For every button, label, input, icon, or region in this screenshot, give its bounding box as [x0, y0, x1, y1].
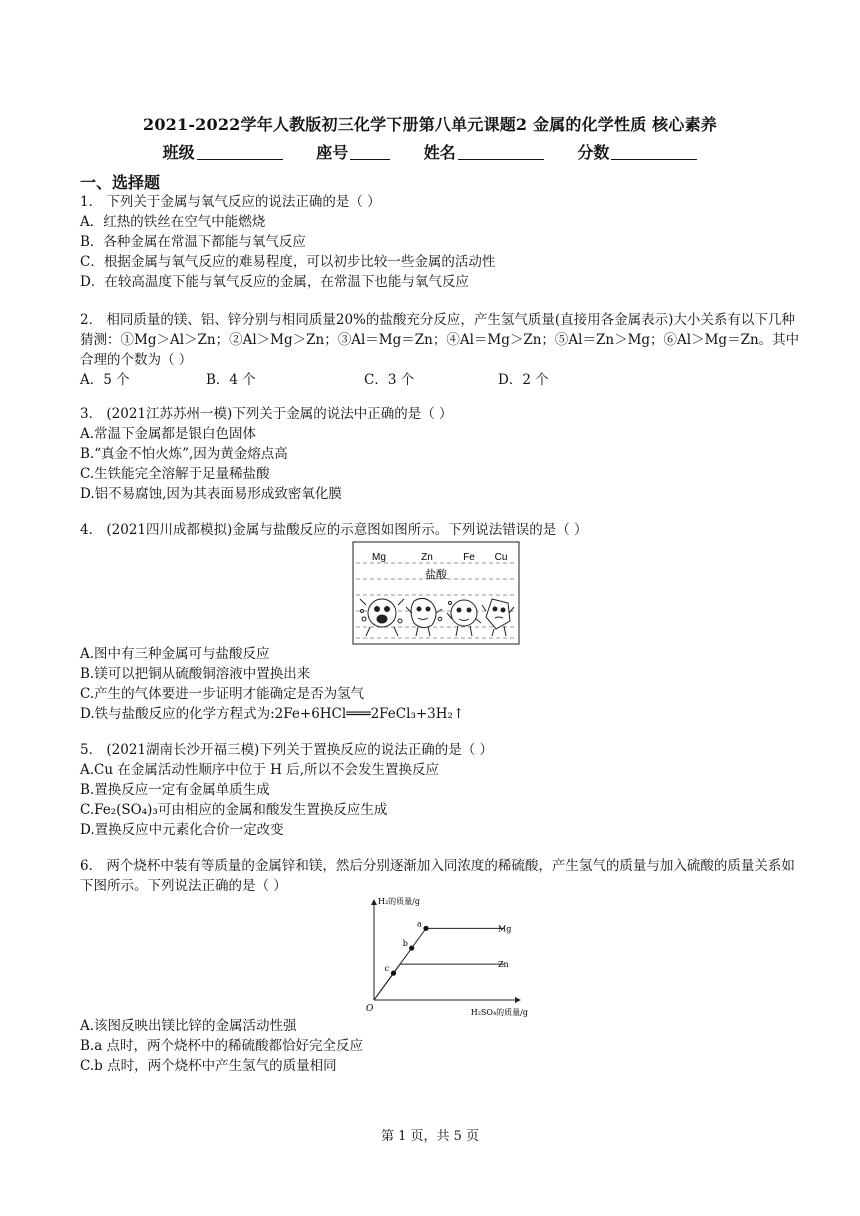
option-c: C.产生的气体要进一步证明才能确定是否为氢气	[80, 686, 365, 702]
question-6-options	[80, 1016, 800, 1076]
option-a: A.常温下金属都是银白色固体	[80, 426, 257, 442]
metal-acid-figure	[352, 541, 520, 645]
point-c	[391, 971, 396, 976]
page-footer: 第 1 页，共 5 页	[380, 1129, 480, 1144]
point-a	[423, 926, 428, 931]
option-a: A．5 个	[80, 372, 130, 388]
points-layer	[385, 919, 429, 975]
question-4-options	[80, 644, 800, 724]
option-b: B．4 个	[206, 372, 256, 388]
name-field: 姓名	[424, 140, 544, 163]
option-b: B.“真金不怕火炼”,因为黄金熔点高	[80, 446, 288, 462]
option-a: A.图中有三种金属可与盐酸反应	[80, 646, 270, 662]
option-b: B.a 点时，两个烧杯中的稀硫酸都恰好完全反应	[80, 1038, 364, 1054]
option-d: D．在较高温度下能与氧气反应的金属，在常温下也能与氧气反应	[80, 274, 469, 290]
point-b	[409, 945, 414, 950]
point-label-b: b	[402, 939, 408, 949]
metal-label-zn: Zn	[421, 552, 433, 563]
point-label-c: c	[384, 964, 389, 974]
question-stem: 4． (2021四川成都模拟)金属与盐酸反应的示意图如图所示。下列说法错误的是（ ）	[80, 522, 588, 538]
series-label-mg: Mg	[498, 924, 512, 934]
x-axis-label: H₂SO₄的质量/g	[470, 1008, 528, 1017]
question-2	[80, 310, 800, 390]
name-blank[interactable]	[458, 145, 544, 160]
metal-label-mg: Mg	[372, 552, 386, 563]
option-b: B.置换反应一定有金属单质生成	[80, 782, 270, 798]
hydrogen-mass-chart	[360, 894, 530, 1018]
class-blank[interactable]	[197, 145, 283, 160]
question-3	[80, 404, 800, 504]
student-info-line	[0, 140, 860, 163]
option-b: B．各种金属在常温下都能与氧气反应	[80, 234, 306, 250]
chart-svg	[360, 894, 530, 1018]
metal-label-fe: Fe	[463, 552, 475, 563]
y-axis-label: H₂的质量/g	[378, 897, 420, 906]
option-c: C．3 个	[364, 372, 415, 388]
seat-field: 座号	[316, 140, 390, 163]
score-field: 分数	[577, 140, 697, 163]
options-row	[80, 370, 800, 390]
option-c: C.b 点时，两个烧杯中产生氢气的质量相同	[80, 1058, 337, 1074]
option-d: D.铁与盐酸反应的化学方程式为:2Fe+6HCl═══2FeCl₃+3H₂↑	[80, 706, 465, 722]
option-c: C．根据金属与氧气反应的难易程度，可以初步比较一些金属的活动性	[80, 254, 496, 270]
series-label-zn: Zn	[498, 960, 509, 970]
question-4	[80, 520, 800, 540]
option-c: C.生铁能完全溶解于足量稀盐酸	[80, 466, 270, 482]
origin-label: O	[366, 1004, 374, 1014]
question-stem: 3． (2021江苏苏州一模)下列关于金属的说法中正确的是（ ）	[80, 406, 453, 422]
option-d: D.铝不易腐蚀,因为其表面易形成致密氧化膜	[80, 486, 342, 502]
question-6	[80, 856, 800, 896]
series-layer	[374, 924, 511, 1000]
option-d: D.置换反应中元素化合价一定改变	[80, 822, 284, 838]
question-stem: 2． 相同质量的镁、铝、锌分别与相同质量20%的盐酸充分反应，产生氢气质量(直接用各金属表示)大小关系有以下几种猜测：①Mg＞Al＞Zn；②Al＞Mg＞Zn；③Al＝Mg＝Zn；④Al＝Mg＞Zn；⑤Al＝Zn＞Mg；⑥Al＞Mg＝Zn。其中合理的个数为（ ）	[80, 312, 800, 368]
option-b: B.镁可以把铜从硫酸铜溶液中置换出来	[80, 666, 311, 682]
class-field: 班级	[163, 140, 283, 163]
document-title: 2021-2022学年人教版初三化学下册第八单元课题2 金属的化学性质 核心素养	[143, 115, 717, 134]
score-blank[interactable]	[611, 145, 697, 160]
section-heading: 一、选择题	[80, 173, 161, 192]
option-a: A．红热的铁丝在空气中能燃烧	[80, 214, 266, 230]
option-a: A.Cu 在金属活动性顺序中位于 H 后,所以不会发生置换反应	[80, 762, 440, 778]
question-1	[80, 192, 800, 292]
question-5	[80, 740, 800, 840]
acid-label: 盐酸	[425, 568, 447, 581]
series-line-zn	[374, 964, 504, 1000]
point-label-a: a	[417, 919, 422, 929]
option-a: A.该图反映出镁比锌的金属活动性强	[80, 1018, 297, 1034]
question-stem: 1． 下列关于金属与氧气反应的说法正确的是（ ）	[80, 194, 381, 210]
option-c: C.Fe₂(SO₄)₃可由相应的金属和酸发生置换反应生成	[80, 802, 388, 818]
beaker-illustration	[352, 541, 520, 645]
option-d: D．2 个	[498, 372, 549, 388]
question-stem: 5． (2021湖南长沙开福三模)下列关于置换反应的说法正确的是（ ）	[80, 742, 494, 758]
question-stem: 6． 两个烧杯中装有等质量的金属锌和镁，然后分别逐渐加入同浓度的稀硫酸，产生氢气的质量与加入硫酸的质量关系如下图所示。下列说法正确的是（ ）	[80, 858, 795, 894]
seat-blank[interactable]	[350, 145, 390, 160]
metal-label-cu: Cu	[494, 552, 508, 563]
